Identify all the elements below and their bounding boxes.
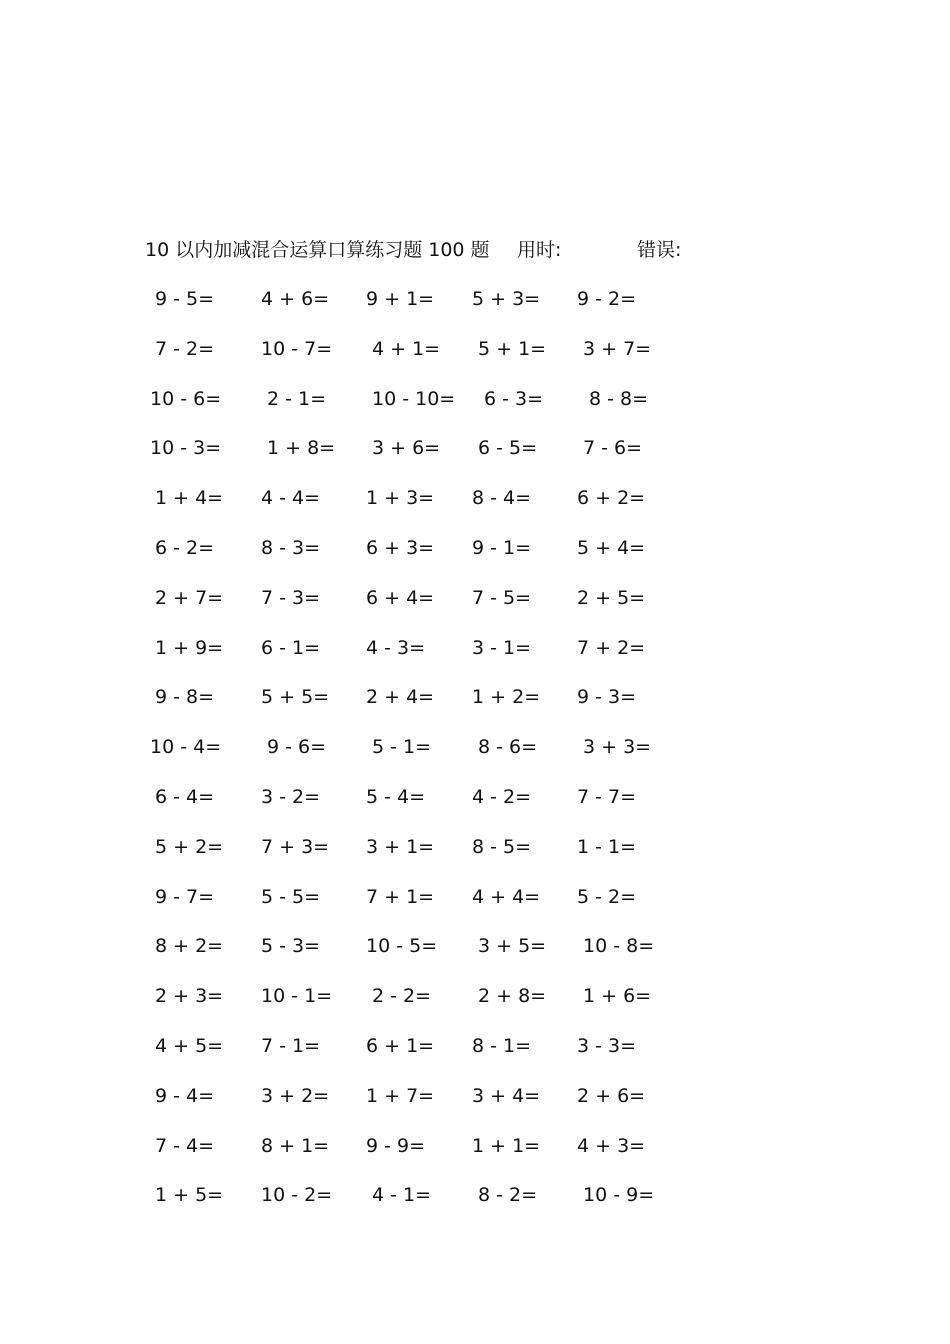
problem-item: 9 - 9= bbox=[366, 1134, 426, 1157]
problem-item: 9 - 1= bbox=[472, 536, 532, 559]
problem-item: 8 - 1= bbox=[472, 1034, 532, 1057]
problem-item: 2 - 2= bbox=[372, 985, 432, 1008]
problem-item: 8 - 6= bbox=[478, 736, 538, 759]
problem-item: 9 - 6= bbox=[267, 736, 327, 759]
problem-item: 3 - 1= bbox=[472, 636, 532, 659]
problem-item: 10 - 7= bbox=[261, 337, 333, 360]
problem-row bbox=[0, 284, 950, 334]
problem-item: 9 - 4= bbox=[155, 1084, 215, 1107]
problem-item: 7 - 3= bbox=[261, 586, 321, 609]
problem-item: 5 + 2= bbox=[155, 835, 224, 858]
problem-item: 4 - 4= bbox=[261, 487, 321, 510]
problem-item: 3 - 2= bbox=[261, 785, 321, 808]
problem-item: 1 + 5= bbox=[155, 1184, 224, 1207]
problem-grid bbox=[0, 284, 950, 1230]
problem-item: 3 + 6= bbox=[372, 437, 441, 460]
problem-item: 4 - 1= bbox=[372, 1184, 432, 1207]
problem-item: 6 + 3= bbox=[366, 536, 435, 559]
problem-row bbox=[0, 931, 950, 981]
problem-item: 7 - 2= bbox=[155, 337, 215, 360]
problem-item: 5 + 3= bbox=[472, 288, 541, 310]
problem-item: 3 + 1= bbox=[366, 835, 435, 858]
problem-item: 2 + 5= bbox=[577, 586, 646, 609]
problem-item: 6 - 1= bbox=[261, 636, 321, 659]
problem-item: 5 + 4= bbox=[577, 536, 646, 559]
problem-item: 2 + 4= bbox=[366, 686, 435, 709]
problem-row bbox=[0, 533, 950, 583]
problem-item: 4 + 3= bbox=[577, 1134, 646, 1157]
problem-item: 9 - 8= bbox=[155, 686, 215, 709]
problem-item: 3 + 3= bbox=[583, 736, 652, 759]
problem-item: 9 - 5= bbox=[155, 288, 215, 310]
problem-item: 4 - 2= bbox=[472, 785, 532, 808]
problem-item: 9 - 2= bbox=[577, 288, 637, 310]
problem-item: 6 - 4= bbox=[155, 785, 215, 808]
problem-item: 7 - 4= bbox=[155, 1134, 215, 1157]
problem-item: 7 - 7= bbox=[577, 785, 637, 808]
problem-item: 9 - 3= bbox=[577, 686, 637, 709]
problem-item: 10 - 6= bbox=[150, 387, 222, 410]
problem-row bbox=[0, 583, 950, 633]
problem-item: 9 - 7= bbox=[155, 885, 215, 908]
problem-item: 1 - 1= bbox=[577, 835, 637, 858]
problem-row bbox=[0, 433, 950, 483]
problem-item: 6 - 2= bbox=[155, 536, 215, 559]
problem-item: 6 - 3= bbox=[484, 387, 544, 410]
worksheet-title: 10 以内加减混合运算口算练习题 100 题 bbox=[145, 239, 490, 261]
problem-row bbox=[0, 483, 950, 533]
problem-item: 4 + 6= bbox=[261, 288, 330, 310]
problem-item: 8 - 4= bbox=[472, 487, 532, 510]
problem-row bbox=[0, 832, 950, 882]
problem-item: 7 + 2= bbox=[577, 636, 646, 659]
problem-item: 7 + 1= bbox=[366, 885, 435, 908]
problem-item: 4 + 4= bbox=[472, 885, 541, 908]
problem-item: 9 + 1= bbox=[366, 288, 435, 310]
problem-row bbox=[0, 682, 950, 732]
problem-item: 3 - 3= bbox=[577, 1034, 637, 1057]
problem-item: 1 + 4= bbox=[155, 487, 224, 510]
problem-item: 5 - 4= bbox=[366, 785, 426, 808]
problem-row bbox=[0, 1180, 950, 1230]
problem-item: 10 - 5= bbox=[366, 935, 438, 958]
problem-item: 8 + 1= bbox=[261, 1134, 330, 1157]
problem-item: 1 + 9= bbox=[155, 636, 224, 659]
problem-item: 5 + 5= bbox=[261, 686, 330, 709]
problem-item: 3 + 2= bbox=[261, 1084, 330, 1107]
problem-item: 4 - 3= bbox=[366, 636, 426, 659]
problem-item: 5 - 1= bbox=[372, 736, 432, 759]
error-label: 错误: bbox=[637, 239, 682, 261]
problem-item: 6 + 4= bbox=[366, 586, 435, 609]
problem-item: 8 - 8= bbox=[589, 387, 649, 410]
problem-row bbox=[0, 633, 950, 683]
problem-item: 5 - 3= bbox=[261, 935, 321, 958]
problem-item: 6 - 5= bbox=[478, 437, 538, 460]
problem-item: 2 + 6= bbox=[577, 1084, 646, 1107]
problem-row bbox=[0, 1131, 950, 1181]
problem-item: 7 - 5= bbox=[472, 586, 532, 609]
problem-item: 5 - 5= bbox=[261, 885, 321, 908]
problem-item: 3 + 4= bbox=[472, 1084, 541, 1107]
problem-item: 8 - 3= bbox=[261, 536, 321, 559]
problem-row bbox=[0, 981, 950, 1031]
time-label: 用时: bbox=[517, 239, 562, 261]
problem-row bbox=[0, 782, 950, 832]
problem-item: 1 + 6= bbox=[583, 985, 652, 1008]
problem-row bbox=[0, 1081, 950, 1131]
problem-item: 5 + 1= bbox=[478, 337, 547, 360]
problem-item: 6 + 1= bbox=[366, 1034, 435, 1057]
problem-item: 3 + 7= bbox=[583, 337, 652, 360]
problem-item: 10 - 3= bbox=[150, 437, 222, 460]
problem-row bbox=[0, 334, 950, 384]
problem-item: 6 + 2= bbox=[577, 487, 646, 510]
problem-row bbox=[0, 882, 950, 932]
problem-item: 2 + 7= bbox=[155, 586, 224, 609]
problem-item: 1 + 7= bbox=[366, 1084, 435, 1107]
problem-item: 2 - 1= bbox=[267, 387, 327, 410]
problem-item: 10 - 1= bbox=[261, 985, 333, 1008]
problem-item: 4 + 5= bbox=[155, 1034, 224, 1057]
problem-item: 7 + 3= bbox=[261, 835, 330, 858]
problem-item: 2 + 8= bbox=[478, 985, 547, 1008]
problem-item: 7 - 1= bbox=[261, 1034, 321, 1057]
problem-item: 2 + 3= bbox=[155, 985, 224, 1008]
problem-item: 8 - 5= bbox=[472, 835, 532, 858]
problem-item: 3 + 5= bbox=[478, 935, 547, 958]
problem-row bbox=[0, 1031, 950, 1081]
problem-item: 10 - 4= bbox=[150, 736, 222, 759]
problem-row bbox=[0, 732, 950, 782]
problem-item: 5 - 2= bbox=[577, 885, 637, 908]
problem-item: 8 - 2= bbox=[478, 1184, 538, 1207]
problem-item: 1 + 3= bbox=[366, 487, 435, 510]
problem-item: 7 - 6= bbox=[583, 437, 643, 460]
problem-item: 1 + 2= bbox=[472, 686, 541, 709]
problem-item: 10 - 9= bbox=[583, 1184, 655, 1207]
problem-item: 10 - 8= bbox=[583, 935, 655, 958]
problem-item: 1 + 1= bbox=[472, 1134, 541, 1157]
problem-item: 10 - 10= bbox=[372, 387, 456, 410]
problem-item: 8 + 2= bbox=[155, 935, 224, 958]
problem-item: 10 - 2= bbox=[261, 1184, 333, 1207]
problem-item: 4 + 1= bbox=[372, 337, 441, 360]
problem-item: 1 + 8= bbox=[267, 437, 336, 460]
problem-row bbox=[0, 384, 950, 434]
